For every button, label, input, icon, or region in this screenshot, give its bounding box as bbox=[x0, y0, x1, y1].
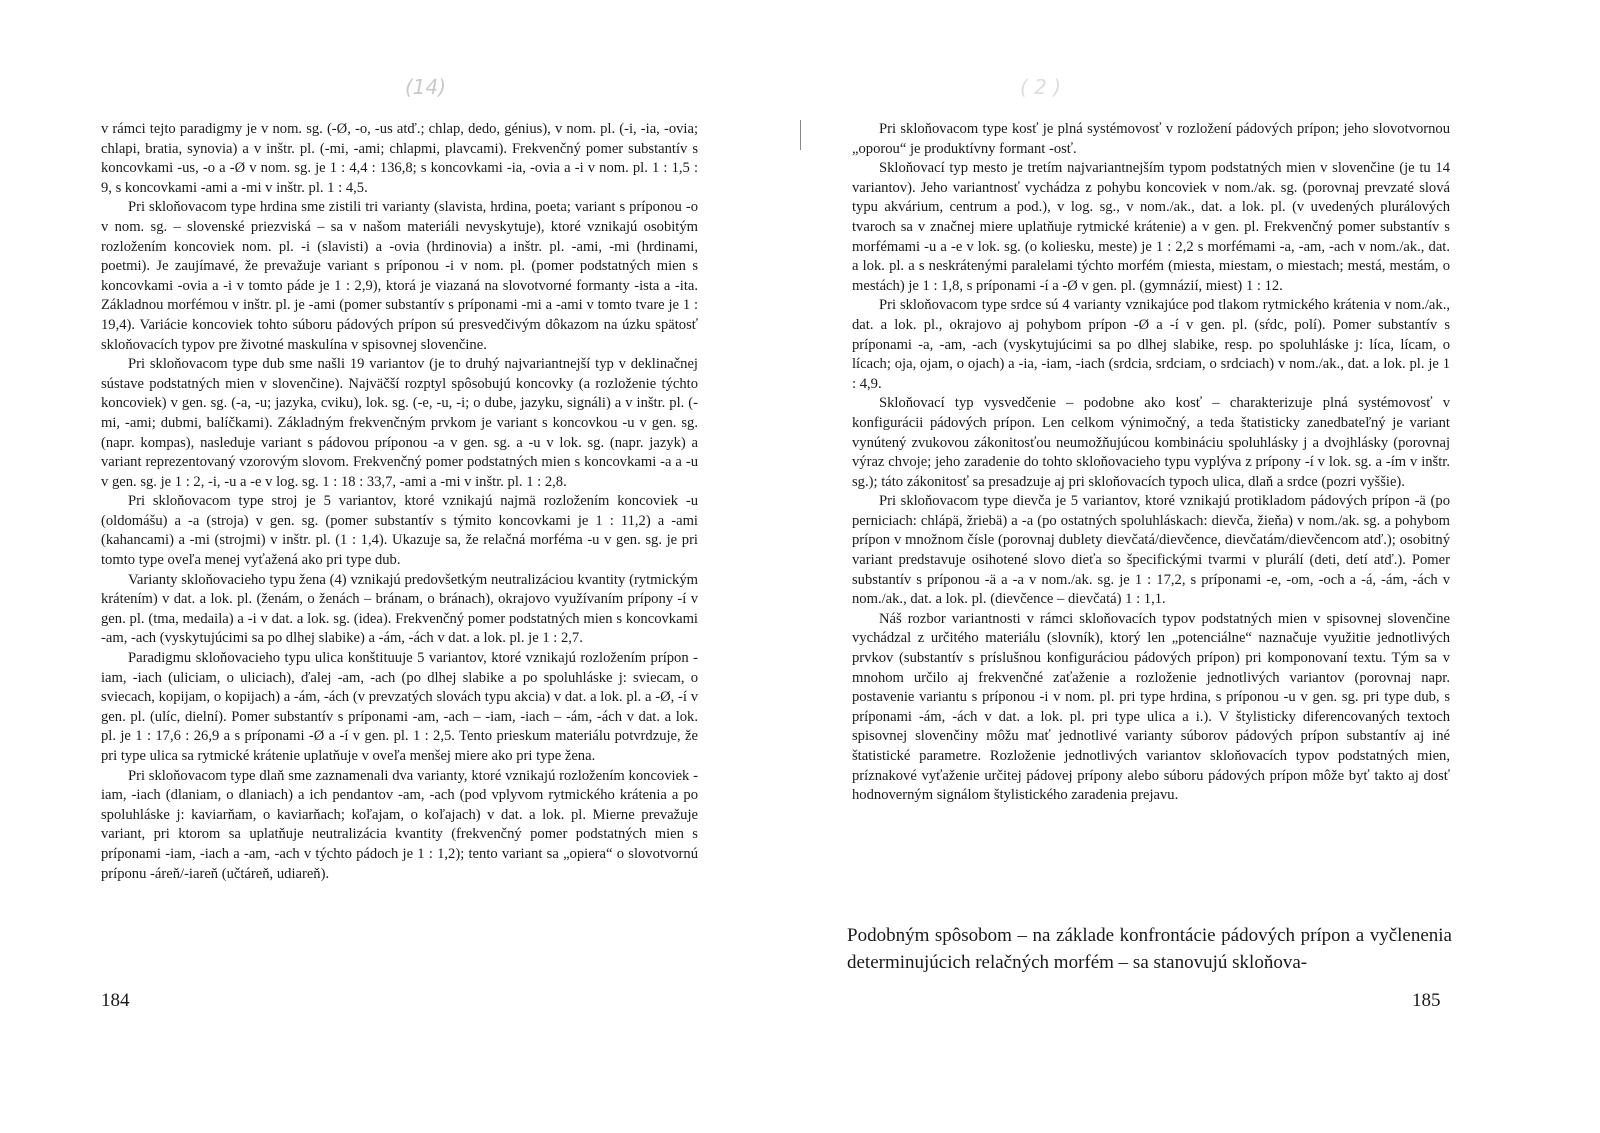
paragraph: Pri skloňovacom type hrdina sme zistili tri varianty (slavista, hrdina, poeta; variant s príponou -o v nom. sg. – slovenské priezviská – sa v našom materiáli nevyskytuje), ktoré vznikajú osobitým rozložením koncoviek nom. pl. -i (slavisti) a -ovia (hrdinovia) a inštr. pl. -ami, -mi (hrdinami, poetmi). Je zaujímavé, že prevažuje variant s príponou -i v nom. pl. (pomer podstatných mien s koncovkami -ovia a -i v tomto páde je 1 : 2,9), ktorá je viazaná na slovotvorné formanty -ista a -ita. Základnou morfémou v inštr. pl. je -ami (pomer substantív s príponami -mi a -ami v tomto tvare je 1 : 19,4). Variácie koncoviek tohto súboru pádových prípon sú presvedčivým dôkazom na úzku spätosť skloňovacích typov pre životné maskulína v spisovnej slovenčine. bbox=[101, 199, 698, 353]
paragraph: Paradigmu skloňovacieho typu ulica konštituuje 5 variantov, ktoré vznikajú rozložením prípon -iam, -iach (uliciam, o uliciach), ďalej -am, -ach (po dlhej slabike a po spoluhláske j: sviecam, o sviecach, kopijam, o kopijach) a -ám, -ách (v prevzatých slovách typu akcia) v dat. a lok. pl. a -Ø, -í v gen. pl. (ulíc, dielní). Pomer substantív s príponami -am, -ach – -iam, -iach – -ám, -ách v dat. a lok. pl. je 1 : 17,6 : 26,9 a s príponami -Ø a -í v gen. pl. 1 : 2,5. Tento prieskum materiálu potvrdzuje, že pri type ulica sa rytmické krátenie uplatňuje v oveľa menšej miere ako pri type žena. bbox=[101, 650, 698, 764]
paragraph: Pri skloňovacom type kosť je plná systémovosť v rozložení pádových prípon; jeho slovotvornou „oporou“ je produktívny formant -osť. bbox=[852, 121, 1450, 157]
paragraph: Pri skloňovacom type srdce sú 4 varianty vznikajúce pod tlakom rytmického krátenia v nom./ak., dat. a lok. pl., okrajovo aj pohybom prípon -Ø a -í v gen. pl. (sŕdc, polí). Pomer substantív s príponami -a, -am, -ach (vyskytujúcimi sa po dlhej slabike, resp. po spoluhláske j: líca, lícam, o lícach; oja, ojam, o ojach) a -ia, -iam, -iach (srdcia, srdciam, o srdciach) v nom./ak., dat. a lok. pl. je 1 : 4,9. bbox=[852, 297, 1450, 392]
paragraph: Pri skloňovacom type dub sme našli 19 variantov (je to druhý najvariantnejší typ v deklinačnej sústave podstatných mien v slovenčine). Najväčší rozptyl spôsobujú koncovky (a rozloženie týchto koncoviek) v gen. sg. (-a, -u; jazyka, cviku), lok. sg. (-e, -u, -i; o dube, jazyku, signáli) a v inštr. pl. (-mi, -ami; dubmi, balíčkami). Základným frekvenčným prvkom je variant s koncovkou -u v gen. sg. (napr. kompas), nasleduje variant s pádovou príponou -a v gen. sg. a -u v lok. sg. (napr. jazyk) a variant reprezentovaný vzorovým slovom. Frekvenčný pomer podstatných mien s koncovkami -a a -u v gen. sg. je 1 : 2, -i, -u a -e v log. sg. 1 : 18 : 33,7, -ami a -mi v inštr. pl. 1 : 2,8. bbox=[101, 356, 698, 490]
gutter-line bbox=[800, 120, 801, 150]
paragraph: Pri skloňovacom type dievča je 5 variantov, ktoré vznikajú protikladom pádových prípon -ä (po perniciach: chlápä, žriebä) a -a (po ostatných spoluhláskach: dievča, žieňa) v nom./ak. sg. a pohybom prípon v množnom čísle (porovnaj dublety dievčatá/dievčence, dievčatám/dievčencom atď.); osobitný variant predstavuje osihotené slovo dieťa so špecifickými tvarmi v plurálí (deti, detí atď.). Pomer substantív s príponou -ä a -a v nom./ak. sg. je 1 : 17,2, s príponami -e, -om, -och a -á, -ám, -ách v nom./ak., dat. a lok. pl. (dievčence – dievčatá) 1 : 1,1. bbox=[852, 493, 1450, 608]
pencil-page-mark: ( 2 ) bbox=[1020, 75, 1062, 99]
pencil-page-mark: (14) bbox=[405, 75, 447, 99]
paragraph: Skloňovací typ mesto je tretím najvariantnejším typom podstatných mien v slovenčine (je tu 14 variantov). Jeho variantnosť vychádza z pohybu koncoviek v nom./ak. sg. (porovnaj prevzaté slová typu akvárium, centrum a pod.), v log. sg., v nom./ak., dat. a lok. pl. (v uvedených plurálových tvaroch sa v značnej miere uplatňuje rytmické krátenie) a v gen. pl. Frekvenčný pomer substantív s morfémami -u a -e v lok. sg. (o koliesku, meste) je 1 : 2,2 s morfémami -a, -am, -ach v nom./ak., dat. a lok. pl. a s neskrátenými paralelami týchto morfém (miesta, miestam, o miestach; mestá, mestám, o mestách) je 1 : 1,8, s príponami -í a -Ø v gen. pl. (gymnázií, miest) 1 : 12. bbox=[852, 160, 1450, 294]
right-page-body bbox=[852, 120, 1450, 806]
section-heading: Podobným spôsobom – na základe konfrontácie pádových prípon a vyčlenenia determinujúcich relačných morfém – sa stanovujú skloňova- bbox=[847, 925, 1452, 973]
left-page-body bbox=[101, 120, 698, 884]
paragraph: Skloňovací typ vysvedčenie – podobne ako kosť – charakterizuje plná systémovosť v konfigurácii pádových prípon. Len celkom výnimočný, a teda štatisticky zanedbateľný je variant vynútený zvukovou zákonitosťou neumožňujúcou kombináciu spoluhlásky j a dvojhlásky (porovnaj výraz chvoje; jeho zaradenie do tohto skloňovacieho typu vyplýva z prípony -í v lok. sg. a -ím v inštr. sg.); táto zákonitosť sa presadzuje aj pri skloňovacích typoch ulica, dlaň a srdce (pozri vyššie). bbox=[852, 395, 1450, 490]
page-number: 185 bbox=[1412, 990, 1441, 1011]
page-number: 184 bbox=[101, 990, 130, 1011]
paragraph: Pri skloňovacom type stroj je 5 variantov, ktoré vznikajú najmä rozložením koncoviek -u (oldomášu) a -a (stroja) v gen. sg. (pomer substantív s týmito koncovkami je 1 : 11,2) a -ami (kahancami) a -mi (strojmi) v inštr. pl. (1 : 1,4). Ukazuje sa, že relačná morféma -u v gen. sg. je pri tomto type oveľa menej vyťažená ako pri type dub. bbox=[101, 493, 698, 569]
right-page bbox=[800, 0, 1600, 1133]
paragraph: Pri skloňovacom type dlaň sme zaznamenali dva varianty, ktoré vznikajú rozložením koncoviek -iam, -iach (dlaniam, o dlaniach) a ich pendantov -am, -ach (pod vplyvom rytmického krátenia a po spoluhláske j: kaviarňam, o kaviarňach; koľajam, o koľajach) v dat. a lok. pl. Mierne prevažuje variant, pri ktorom sa uplatňuje neutralizácia kvantity (frekvenčný pomer podstatných mien s príponami -iam, -iach a -am, -ach v týchto pádoch je 1 : 1,2); tento variant sa „opiera“ o slovotvornú príponu -áreň/-iareň (učtáreň, udiareň). bbox=[101, 767, 698, 882]
paragraph: Varianty skloňovacieho typu žena (4) vznikajú predovšetkým neutralizáciou kvantity (rytmickým krátením) v dat. a lok. pl. (ženám, o ženách – bránam, o bránach), okrajovo využívaním prípony -í v gen. pl. (tma, medaila) a -i v dat. a lok. sg. (idea). Frekvenčný pomer podstatných mien s koncovkami -am, -ach (vyskytujúcimi sa po dlhej slabike) a -ám, -ách v dat. a lok. pl. je 1 : 2,7. bbox=[101, 571, 698, 647]
paragraph: Náš rozbor variantnosti v rámci skloňovacích typov podstatných mien v spisovnej slovenčine vychádzal z určitého materiálu (slovník), ktorý len „potenciálne“ naznačuje využitie jednotlivých prvkov (substantív s príslušnou konfiguráciou pádových prípon) pri komponovaní textu. Tým sa v mnohom určilo aj frekvenčné zaťaženie a rozloženie jednotlivých variantov (porovnaj napr. postavenie variantu s príponou -i v nom. pl. pri type hrdina, s príponou -u v gen. sg. pri type dub, s príponami -ám, -ách v dat. a lok. pl. pri type ulica a i.). V štylisticky diferencovaných textoch spisovnej slovenčiny môžu mať jednotlivé varianty súborov pádových prípon substantív aj iné štatistické parametre. Rozloženie jednotlivých variantov skloňovacích typov podstatných mien, príznakové vyťaženie určitej pádovej prípony alebo súboru pádových prípon môže byť takto aj dosť hodnoverným signálom štylistického zaradenia prejavu. bbox=[852, 610, 1450, 804]
paragraph: v rámci tejto paradigmy je v nom. sg. (-Ø, -o, -us atď.; chlap, dedo, génius), v nom. pl. (-i, -ia, -ovia; chlapi, bratia, synovia) a v inštr. pl. (-mi, -ami; chlapmi, plavcami). Frekvenčný pomer substantív s koncovkami -us, -o a -Ø v nom. sg. je 1 : 4,4 : 136,8; s koncovkami -ia, -ovia a -i v nom. pl. 1 : 1,5 : 9, s koncovkami -ami a -mi v inštr. pl. 1 : 4,5. bbox=[101, 121, 698, 196]
